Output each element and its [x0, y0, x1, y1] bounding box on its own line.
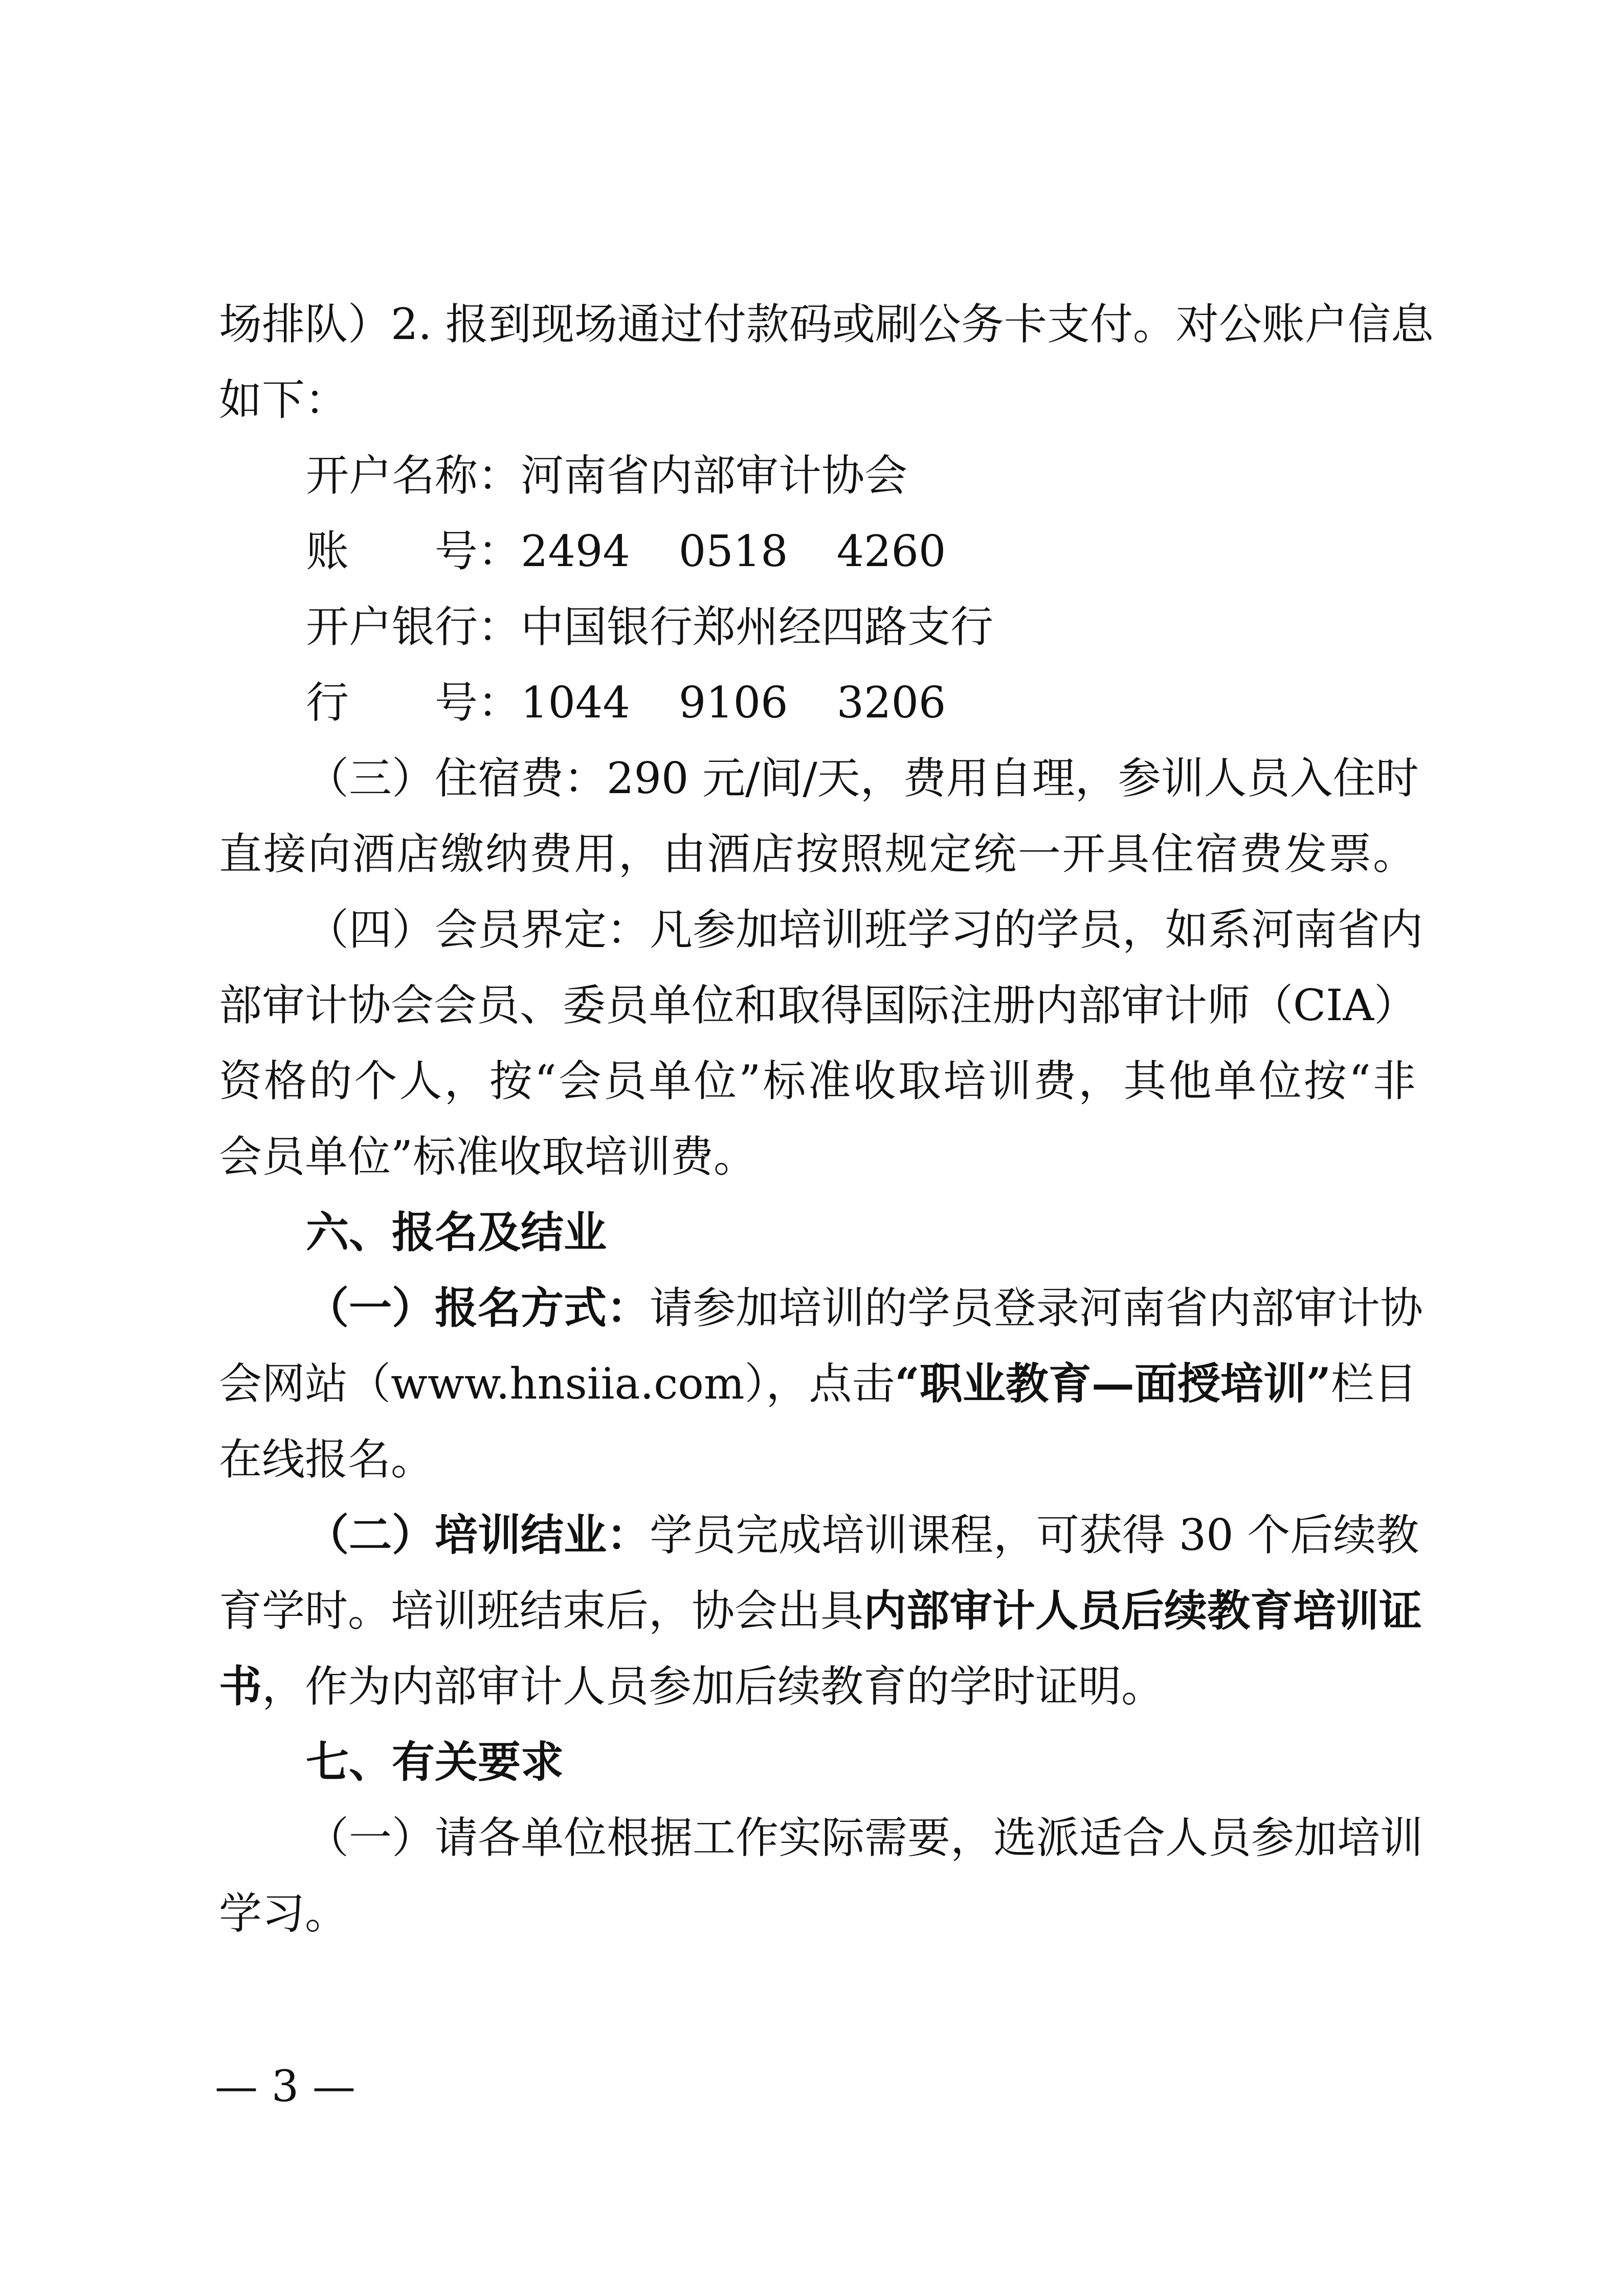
member-line: 会员单位”标准收取培训费。: [219, 1132, 757, 1182]
account-name-label: 开 户 名 称：: [306, 451, 521, 501]
lodging-line: （三）住宿费：290 元/间/天，费用自理，参训人员入住时: [306, 753, 1419, 803]
paragraph-line: 如下：: [219, 375, 348, 425]
bank-number-row: [219, 665, 1416, 740]
section-heading: 七、有关要求: [306, 1737, 564, 1787]
graduation-label: （二）培训结业：: [306, 1510, 650, 1560]
lodging-line: 直接向酒店缴纳费用，由酒店按照规定统一开具住宿费发票。: [219, 829, 1416, 879]
member-line: 部审计协会会员、委员单位和取得国际注册内部审计师（CIA）: [219, 980, 1417, 1030]
bank-name-value: 中国银行郑州经四路支行: [521, 602, 994, 652]
account-number-label: 账 号：: [306, 526, 521, 576]
certificate-name-end: 书: [219, 1661, 262, 1712]
member-line: （四）会员界定：凡参加培训班学习的学员，如系河南省内: [306, 905, 1423, 955]
graduation-line: （二）培训结业：学员完成培训课程，可获得 30 个后续教: [306, 1510, 1419, 1560]
registration-line: （一）报名方式：请参加培训的学员登录河南省内部审计协: [306, 1282, 1423, 1333]
requirement-line: 学习。: [219, 1888, 348, 1939]
paragraph-line: 场排队）2. 报到现场通过付款码或刷公务卡支付。对公账户信息: [219, 299, 1434, 349]
requirement-line: （一）请各单位根据工作实际需要，选派适合人员参加培训: [306, 1813, 1423, 1863]
account-name-value: 河南省内部审计协会: [521, 451, 908, 501]
registration-line: 会网站（www.hnsiia.com），点击“职业教育—面授培训”栏目: [219, 1358, 1417, 1409]
account-number-row: [219, 513, 1416, 589]
bank-number-value: 1044 9106 3206: [521, 678, 946, 728]
document-body: [219, 286, 1434, 1951]
section-heading: 六、报名及结业: [306, 1207, 607, 1257]
graduation-line: 书，作为内部审计人员参加后续教育的学时证明。: [219, 1661, 1165, 1712]
bank-number-label: 行 号：: [306, 678, 521, 728]
bank-name-label: 开 户 银 行：: [306, 602, 521, 652]
registration-column-name: “职业教育—面授培训”: [895, 1358, 1331, 1409]
account-name-row: [219, 438, 1416, 513]
registration-label: （一）报名方式：: [306, 1282, 650, 1333]
account-number-value: 2494 0518 4260: [521, 526, 946, 576]
page-number: — 3 —: [215, 2061, 355, 2111]
registration-line: 在线报名。: [219, 1434, 434, 1484]
member-line: 资格的个人，按“会员单位”标准收取培训费，其他单位按“非: [219, 1056, 1416, 1106]
certificate-name: 内部审计人员后续教育培训证: [863, 1585, 1422, 1636]
graduation-line: 育学时。培训班结束后，协会出具内部审计人员后续教育培训证: [219, 1585, 1422, 1636]
bank-name-row: [219, 589, 1416, 665]
